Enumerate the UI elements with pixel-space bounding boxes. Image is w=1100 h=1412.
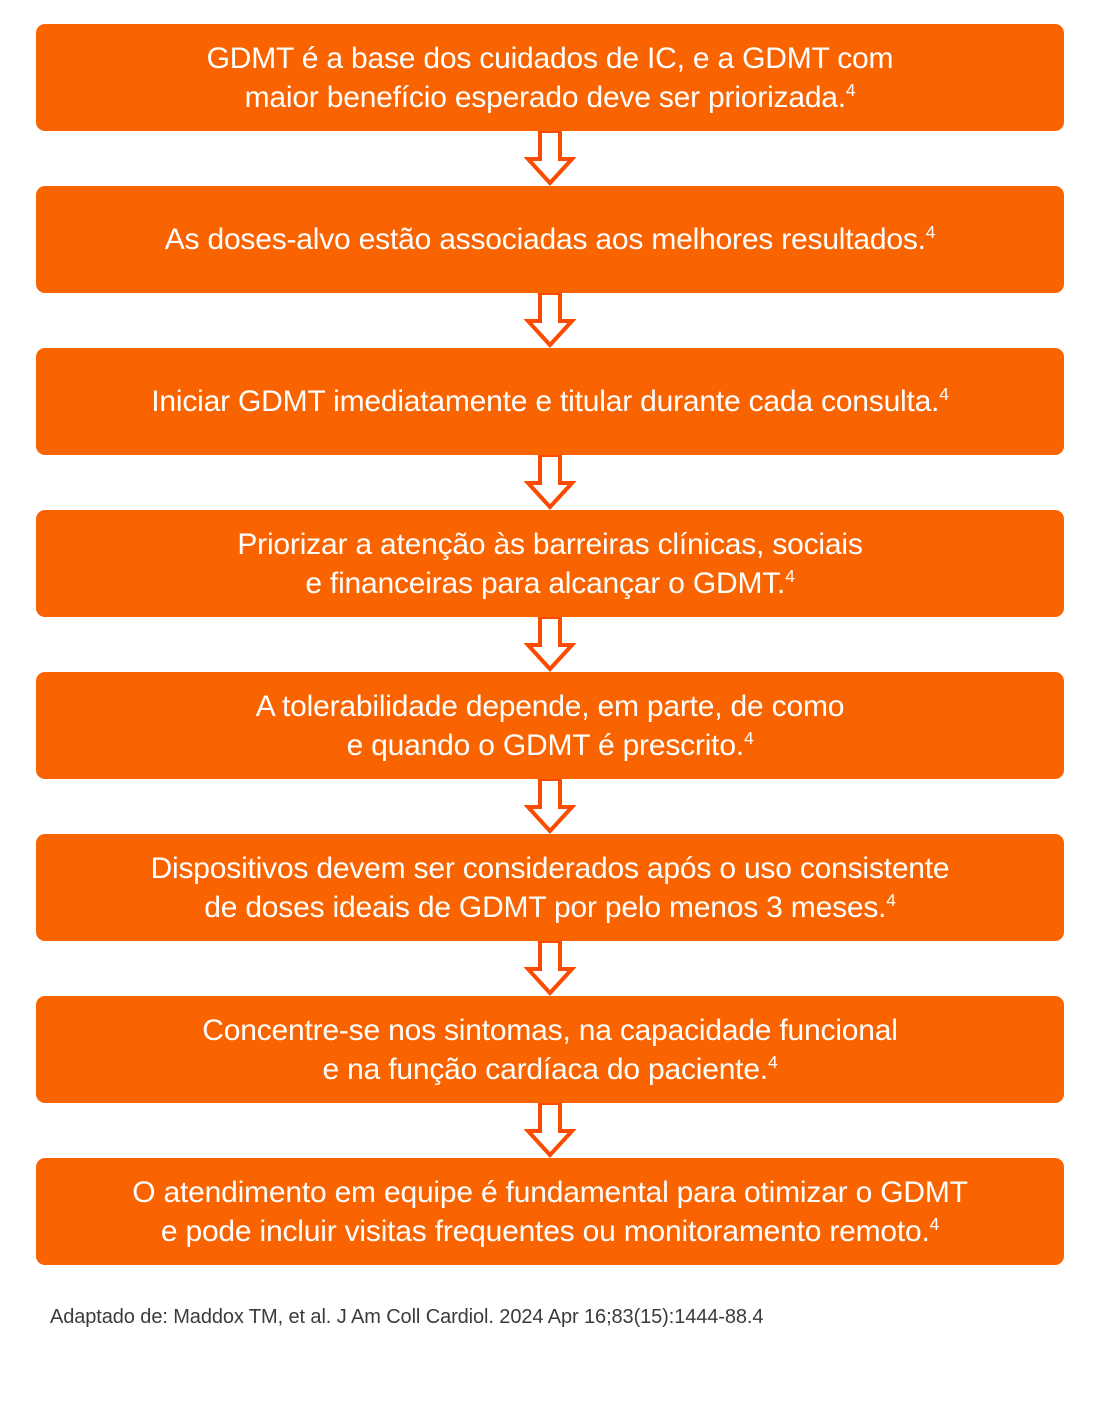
flow-step-7-line-1: Concentre-se nos sintomas, na capacidade funcional (202, 1013, 898, 1047)
flow-step-7-text (62, 1011, 1038, 1089)
flow-step-1-line-2 (62, 78, 1038, 117)
flow-step-8-superscript: 4 (929, 1213, 940, 1234)
flow-step-5 (36, 672, 1064, 779)
flow-step-7-superscript: 4 (767, 1051, 778, 1072)
flow-step-5-line-2-body: e quando o GDMT é prescrito. (346, 728, 744, 762)
connector-7-to-8 (36, 1103, 1064, 1158)
flow-step-4-line-2-body: e financeiras para alcançar o GDMT. (305, 566, 786, 600)
flow-step-4 (36, 510, 1064, 617)
flow-step-1-line-2-body: maior benefício esperado deve ser priorizada. (244, 80, 846, 114)
flow-step-8-text (62, 1173, 1038, 1251)
flow-step-4-text (62, 525, 1038, 603)
flow-step-2-text (62, 220, 1038, 259)
flow-step-5-superscript: 4 (743, 727, 754, 748)
down-arrow-icon (524, 131, 576, 186)
flow-step-4-superscript: 4 (785, 565, 795, 586)
flow-step-1-line-1: GDMT é a base dos cuidados de IC, e a GDMT com (206, 41, 894, 75)
flow-step-3-line-1-body: Iniciar GDMT imediatamente e titular durante cada consulta. (151, 385, 940, 418)
flow-step-5-text (62, 687, 1038, 765)
flow-step-2 (36, 186, 1064, 293)
flow-step-5-line-1: A tolerabilidade depende, em parte, de como (255, 689, 845, 723)
flow-step-1-text (62, 39, 1038, 117)
down-arrow-icon (524, 293, 576, 348)
connector-3-to-4 (36, 455, 1064, 510)
flow-step-2-line-1 (62, 220, 1038, 259)
flow-step-8-line-1: O atendimento em equipe é fundamental para otimizar o GDMT (132, 1175, 968, 1209)
connector-2-to-3 (36, 293, 1064, 348)
flow-step-6-text (62, 849, 1038, 927)
flow-step-6-line-1: Dispositivos devem ser considerados após o uso consistente (150, 851, 950, 885)
flow-step-3-line-1 (62, 382, 1038, 421)
down-arrow-icon (524, 941, 576, 996)
flow-step-8-line-2 (62, 1212, 1038, 1251)
flow-step-6-superscript: 4 (886, 889, 896, 910)
flow-step-4-line-1: Priorizar a atenção às barreiras clínicas, sociais (237, 527, 863, 561)
flow-step-2-superscript: 4 (925, 222, 936, 242)
connector-6-to-7 (36, 941, 1064, 996)
source-footnote: Adaptado de: Maddox TM, et al. J Am Coll Cardiol. 2024 Apr 16;83(15):1444-88.4 (50, 1306, 764, 1328)
flow-step-3-superscript: 4 (939, 384, 949, 404)
flow-step-6-line-2-body: de doses ideais de GDMT por pelo menos 3 meses. (204, 890, 887, 924)
flow-step-7 (36, 996, 1064, 1103)
flow-step-7-line-2 (62, 1050, 1038, 1089)
connector-5-to-6 (36, 779, 1064, 834)
connector-1-to-2 (36, 131, 1064, 186)
flow-step-1-superscript: 4 (845, 79, 856, 100)
flow-step-8-line-2-body: e pode incluir visitas frequentes ou monitoramento remoto. (160, 1214, 930, 1248)
flow-step-7-line-2-body: e na função cardíaca do paciente. (322, 1052, 768, 1086)
flow-step-6-line-2 (62, 888, 1038, 927)
flow-step-3 (36, 348, 1064, 455)
flow-step-3-text (62, 382, 1038, 421)
flow-step-2-line-1-body: As doses-alvo estão associadas aos melhores resultados. (164, 223, 926, 256)
flow-step-4-line-2 (62, 564, 1038, 603)
down-arrow-icon (524, 455, 576, 510)
flow-step-5-line-2 (62, 726, 1038, 765)
flow-step-8 (36, 1158, 1064, 1265)
down-arrow-icon (524, 617, 576, 672)
connector-4-to-5 (36, 617, 1064, 672)
down-arrow-icon (524, 779, 576, 834)
down-arrow-icon (524, 1103, 576, 1158)
flow-step-6 (36, 834, 1064, 941)
flow-step-1 (36, 24, 1064, 131)
